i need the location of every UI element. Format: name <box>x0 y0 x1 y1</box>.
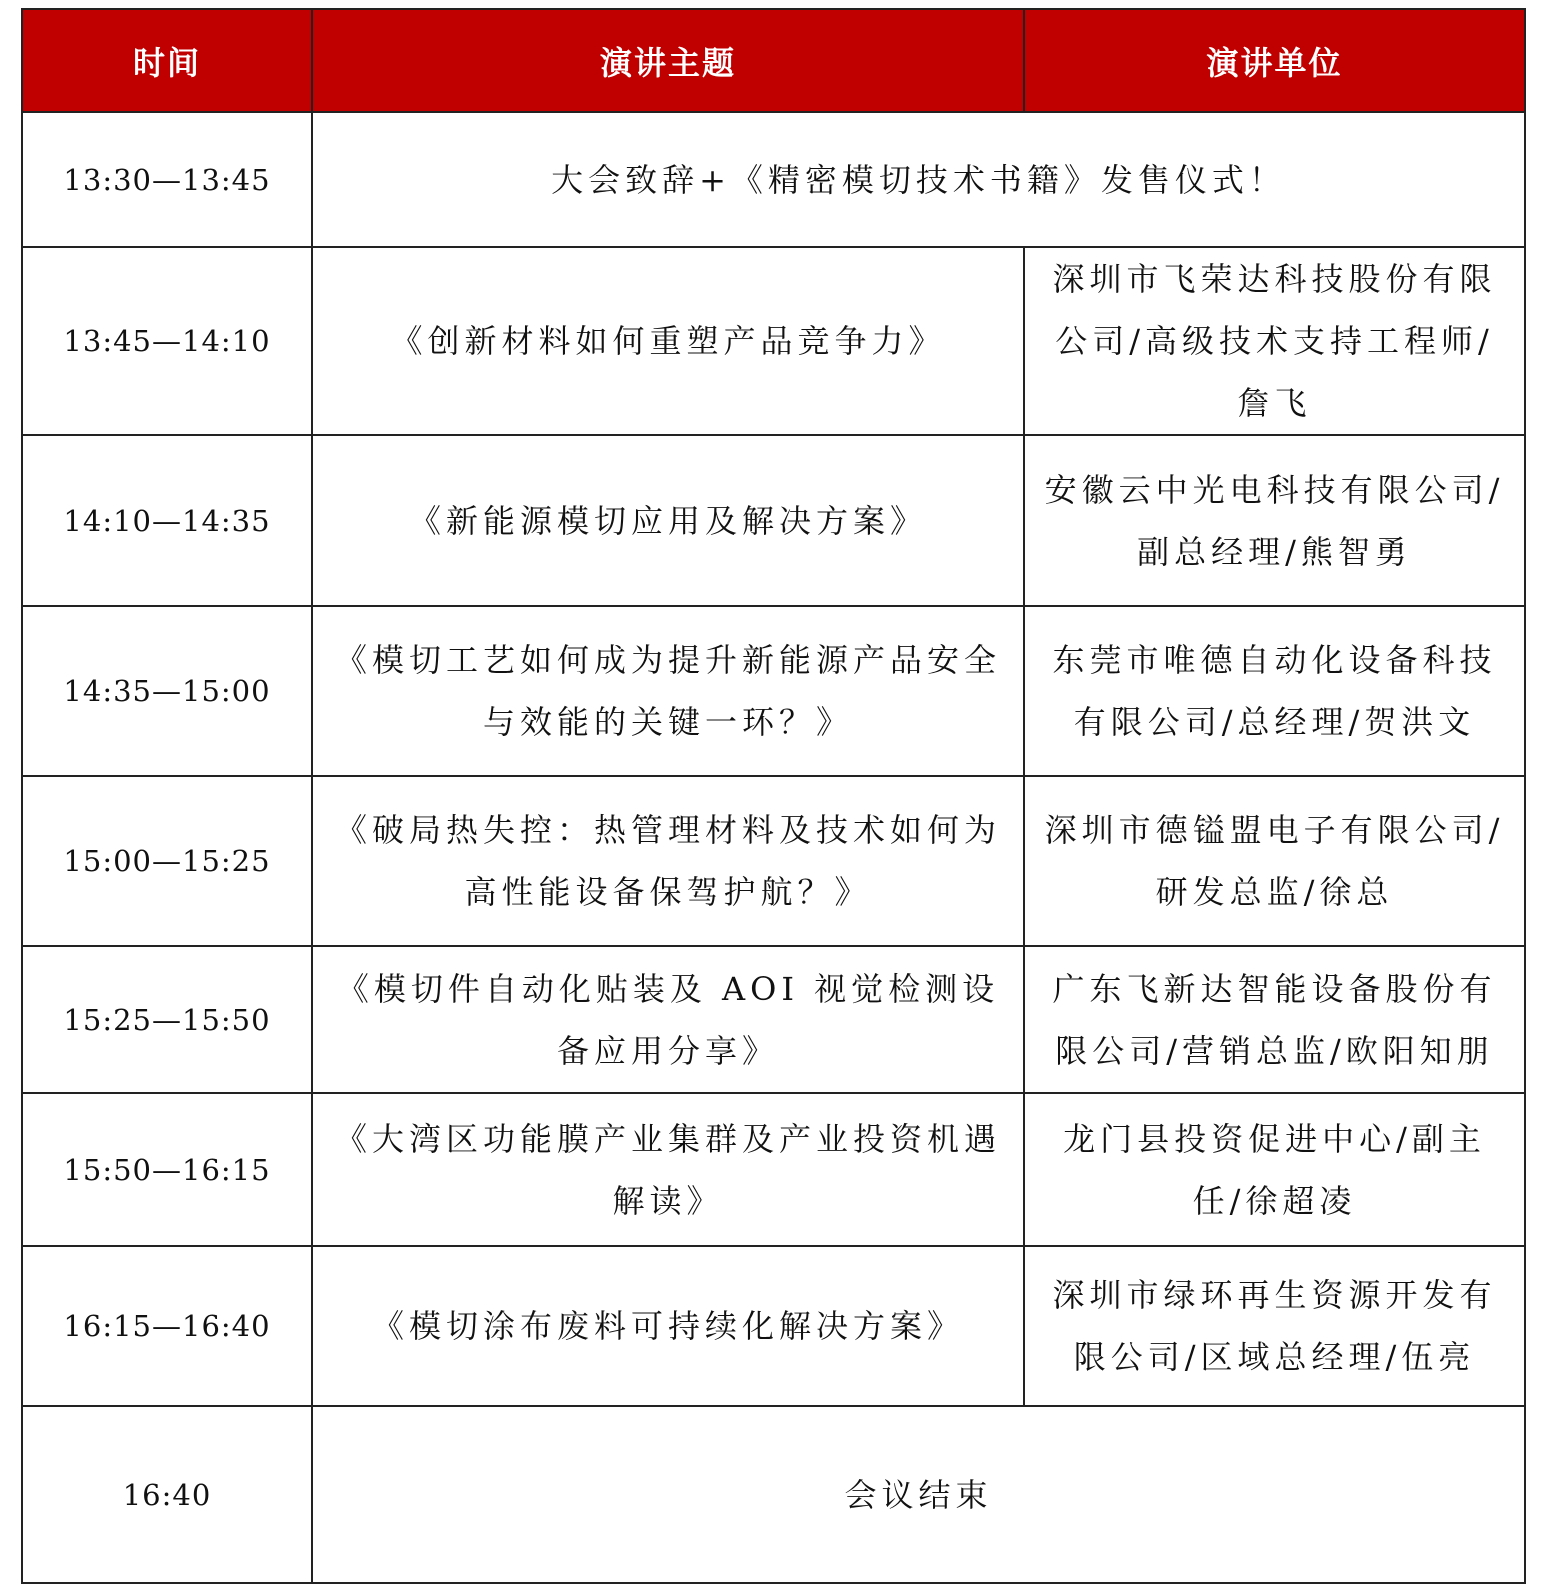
unit-cell: 深圳市飞荣达科技股份有限公司/高级技术支持工程师/詹飞 <box>1024 247 1525 435</box>
topic-cell: 《模切涂布废料可持续化解决方案》 <box>312 1246 1024 1406</box>
topic-cell: 《模切件自动化贴装及 AOI 视觉检测设备应用分享》 <box>312 946 1024 1093</box>
topic-cell: 《破局热失控：热管理材料及技术如何为高性能设备保驾护航？》 <box>312 776 1024 946</box>
time-cell: 16:40 <box>22 1406 312 1583</box>
time-cell: 13:30—13:45 <box>22 112 312 247</box>
unit-cell: 广东飞新达智能设备股份有限公司/营销总监/欧阳知朋 <box>1024 946 1525 1093</box>
table-row <box>22 247 1525 435</box>
time-cell: 14:35—15:00 <box>22 606 312 776</box>
unit-cell: 东莞市唯德自动化设备科技有限公司/总经理/贺洪文 <box>1024 606 1525 776</box>
unit-cell: 深圳市绿环再生资源开发有限公司/区域总经理/伍亮 <box>1024 1246 1525 1406</box>
table-row <box>22 946 1525 1093</box>
table-row <box>22 435 1525 606</box>
table-row <box>22 1406 1525 1583</box>
topic-cell: 《大湾区功能膜产业集群及产业投资机遇解读》 <box>312 1093 1024 1246</box>
topic-cell: 大会致辞+《精密模切技术书籍》发售仪式！ <box>312 112 1525 247</box>
table-row <box>22 776 1525 946</box>
time-cell: 13:45—14:10 <box>22 247 312 435</box>
header-topic: 演讲主题 <box>312 9 1024 112</box>
time-cell: 16:15—16:40 <box>22 1246 312 1406</box>
time-cell: 15:25—15:50 <box>22 946 312 1093</box>
topic-cell: 《新能源模切应用及解决方案》 <box>312 435 1024 606</box>
header-unit: 演讲单位 <box>1024 9 1525 112</box>
unit-cell: 深圳市德镒盟电子有限公司/研发总监/徐总 <box>1024 776 1525 946</box>
topic-cell: 会议结束 <box>312 1406 1525 1583</box>
table-row <box>22 1246 1525 1406</box>
time-cell: 14:10—14:35 <box>22 435 312 606</box>
unit-cell: 安徽云中光电科技有限公司/副总经理/熊智勇 <box>1024 435 1525 606</box>
table-row <box>22 606 1525 776</box>
agenda-table <box>21 8 1526 1584</box>
time-cell: 15:00—15:25 <box>22 776 312 946</box>
unit-cell: 龙门县投资促进中心/副主任/徐超凌 <box>1024 1093 1525 1246</box>
header-time: 时间 <box>22 9 312 112</box>
table-row <box>22 112 1525 247</box>
header-row <box>22 9 1525 112</box>
table-row <box>22 1093 1525 1246</box>
topic-cell: 《模切工艺如何成为提升新能源产品安全与效能的关键一环？》 <box>312 606 1024 776</box>
topic-cell: 《创新材料如何重塑产品竞争力》 <box>312 247 1024 435</box>
time-cell: 15:50—16:15 <box>22 1093 312 1246</box>
